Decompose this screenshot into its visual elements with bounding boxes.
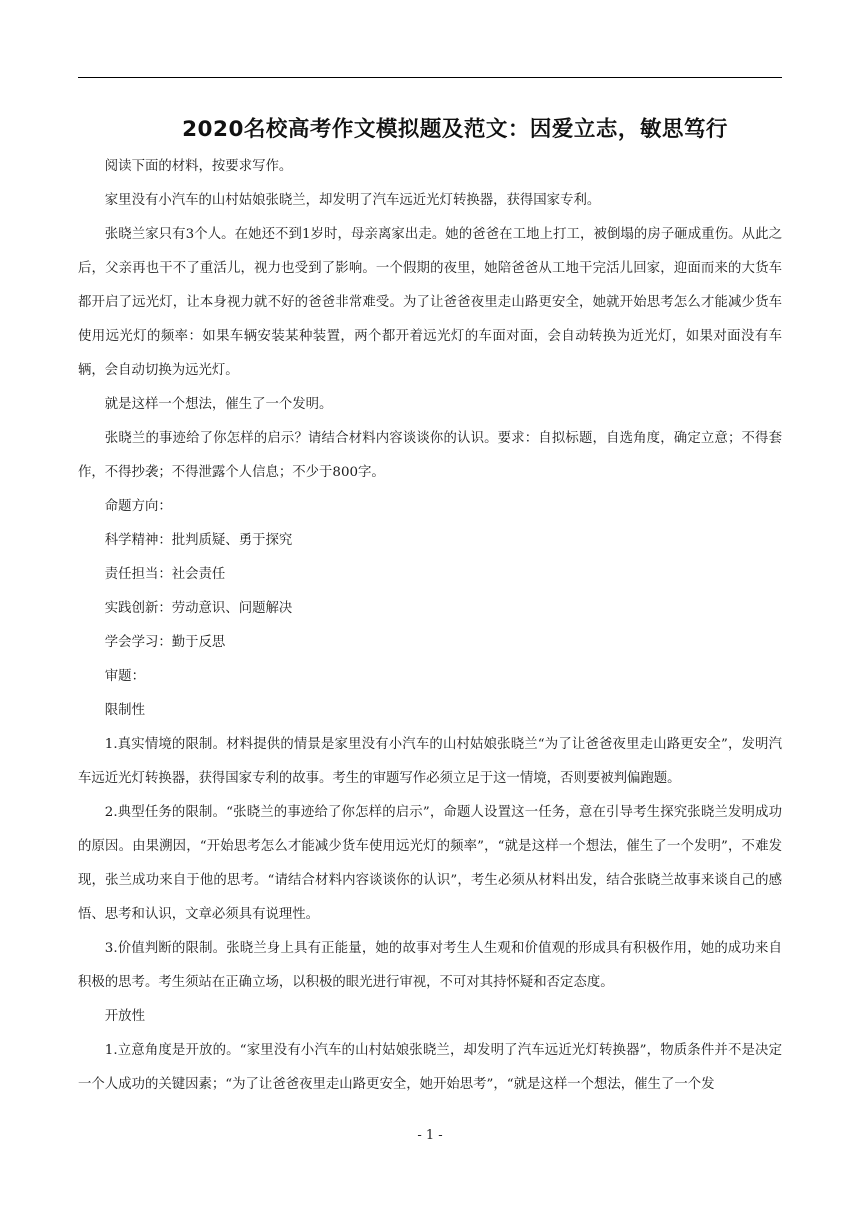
paragraph: 张晓兰的事迹给了你怎样的启示？请结合材料内容谈谈你的认识。要求：自拟标题，自选角度，确定立意；不得套作，不得抄袭；不得泄露个人信息；不少于800字。	[78, 431, 782, 480]
page-number: - 1 -	[417, 1128, 443, 1143]
list-item: 责任担当：社会责任	[104, 567, 226, 582]
header-rule	[78, 77, 782, 78]
paragraph: 阅读下面的材料，按要求写作。	[104, 159, 293, 174]
list-item: 学会学习：勤于反思	[104, 635, 226, 650]
paragraph: 1.立意角度是开放的。“家里没有小汽车的山村姑娘张晓兰，却发明了汽车远近光灯转换器”，物质条件并不是决定一个人成功的关键因素；“为了让爸爸夜里走山路更安全，她开始思考”，“就是这样一个想法，催生了一个发	[78, 1043, 782, 1092]
paragraph: 就是这样一个想法，催生了一个发明。	[104, 397, 333, 412]
list-item: 实践创新：劳动意识、问题解决	[104, 601, 293, 616]
paragraph: 家里没有小汽车的山村姑娘张晓兰，却发明了汽车远近光灯转换器，获得国家专利。	[104, 193, 601, 208]
paragraph: 2.典型任务的限制。“张晓兰的事迹给了你怎样的启示”，命题人设置这一任务，意在引导考生探究张晓兰发明成功的原因。由果溯因，“开始思考怎么才能减少货车使用远光灯的频率”，“就是这样一个想法，催生了一个发明”，不难发现，张兰成功来自于他的思考。“请结合材料内容谈谈你的认识”，考生必须从材料出发，结合张晓兰故事来谈自己的感悟、思考和认识，文章必须具有说理性。	[78, 805, 782, 922]
paragraph: 张晓兰家只有3个人。在她还不到1岁时，母亲离家出走。她的爸爸在工地上打工，被倒塌的房子砸成重伤。从此之后，父亲再也干不了重活儿，视力也受到了影响。一个假期的夜里，她陪爸爸从工地干完活儿回家，迎面而来的大货车都开启了远光灯，让本身视力就不好的爸爸非常难受。为了让爸爸夜里走山路更安全，她就开始思考怎么才能减少货车使用远光灯的频率：如果车辆安装某种装置，两个都开着远光灯的车面对面，会自动转换为近光灯，如果对面没有车辆，会自动切换为远光灯。	[78, 227, 782, 378]
section-heading: 命题方向：	[104, 499, 172, 514]
paragraph: 1.真实情境的限制。材料提供的情景是家里没有小汽车的山村姑娘张晓兰“为了让爸爸夜里走山路更安全”，发明汽车远近光灯转换器，获得国家专利的故事。考生的审题写作必须立足于这一情境，否则要被判偏跑题。	[78, 737, 782, 786]
document-body	[78, 150, 782, 1102]
subsection-heading: 开放性	[104, 1009, 145, 1024]
list-item: 科学精神：批判质疑、勇于探究	[104, 533, 293, 548]
section-heading: 审题：	[104, 669, 145, 684]
subsection-heading: 限制性	[104, 703, 145, 718]
document-title: 2020名校高考作文模拟题及范文：因爱立志，敏思笃行	[182, 117, 728, 142]
paragraph: 3.价值判断的限制。张晓兰身上具有正能量，她的故事对考生人生观和价值观的形成具有积极作用，她的成功来自积极的思考。考生须站在正确立场，以积极的眼光进行审视，不可对其持怀疑和否定态度。	[78, 941, 782, 990]
